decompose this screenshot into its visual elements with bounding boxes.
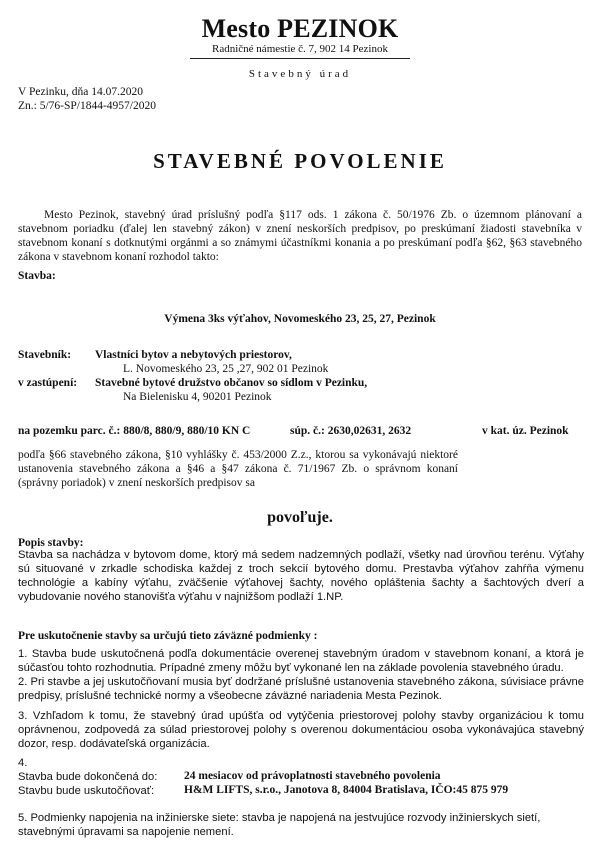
representative-label: v zastúpení: [18, 377, 78, 389]
applicant-address: L. Novomeského 23, 25 ,27, 902 01 Pezinok [123, 363, 329, 375]
place-and-date: V Pezinku, dňa 14.07.2020 [18, 86, 144, 98]
building-name: Výmena 3ks výťahov, Novomeského 23, 25, 27, Pezinok [164, 313, 436, 325]
building-label: Stavba: [18, 270, 56, 282]
applicant-label: Stavebník: [18, 349, 72, 361]
condition-1: 1. Stavba bude uskutočnená podľa dokumentácie overenej stavebným úradom v stavebnom konaní, a ktorá je súčasťou tohto rozhodnutia. Prípadné zmeny môžu byť vykonané len na základe povolenia stavebného úradu. [18, 648, 584, 674]
header-divider [190, 58, 410, 59]
office-department: Stavebný úrad [248, 68, 352, 80]
condition-5: 5. Podmienky napojenia na inžinierske siete: stavba je napojená na jestvujúce rozvody inžinierskych sietí, stavebnými úpravami sa napojenie nemení. [18, 812, 541, 838]
condition-2: 2. Pri stavbe a jej uskutočňovaní musia byť dodržané príslušné ustanovenia stavebného zákona, súvisiace právne predpisy, príslušné technické normy a všeobecne záväzné nariadenia Mesta Pezinok. [18, 676, 584, 702]
document-title: STAVEBNÉ POVOLENIE [153, 149, 447, 173]
intro-paragraph: Mesto Pezinok, stavebný úrad príslušný podľa §117 ods. 1 zákona č. 50/1976 Zb. o územnom plánovaní a stavebnom poriadku (ďalej len stavebný zákon) v znení neskorších predpisov, po preskúmaní žiadosti stavebníka v stavebnom konaní s dotknutými orgánmi a so známymi účastníkmi konania a po preskúmaní podľa §62, §63 stavebného zákona v stavebnom konaní rozhodol takto: [18, 209, 582, 263]
description-text: Stavba sa nachádza v bytovom dome, ktorý má sedem nadzemných podlaží, všetky nad úrovňou terénu. Výťahy sú situované v zrkadle schodiska každej z troch sekcií bytového domu. Prestavba výťahov zahŕňa výmenu technológie a kabíny výťahu, zväčšenie výťahovej šachty, nového opláštenia šachty a šachtových dverí a vybudovanie nového stanovišťa výťahu v najnižšom podlaží 1.NP. [18, 549, 584, 603]
applicant-name: Vlastníci bytov a nebytových priestorov, [95, 349, 292, 361]
condition-4: 4. [18, 757, 28, 769]
office-address: Radničné námestie č. 7, 902 14 Pezinok [212, 43, 388, 55]
reference-number: Zn.: 5/76-SP/1844-4957/2020 [18, 100, 157, 112]
cadastral-area: v kat. úz. Pezinok [482, 425, 569, 437]
condition-3: 3. Vzhľadom k tomu, že stavebný úrad upúšťa od vytýčenia priestorovej polohy stavby organizáciou k tomu oprávnenou, zodpovedá za súlad priestorovej polohy s overenou dokumentáciou osoba vykonávajúca stavebný dozor, resp. dodávateľská organizácia. [18, 710, 584, 750]
registry-number: súp. č.: 2630,02631, 2632 [290, 425, 412, 437]
representative-name: Stavebné bytové družstvo občanov so sídlom v Pezinku, [95, 377, 368, 389]
conditions-heading: Pre uskutočnenie stavby sa určujú tieto záväzné podmienky : [18, 630, 318, 642]
completion-label: Stavba bude dokončená do: [18, 771, 158, 783]
office-header-title: Mesto PEZINOK [201, 14, 399, 43]
parcel-number: na pozemku parc. č.: 880/8, 880/9, 880/10 KN C [18, 425, 251, 437]
contractor-label: Stavbu bude uskutočňovať: [18, 785, 155, 797]
representative-address: Na Bielenisku 4, 90201 Pezinok [123, 391, 272, 403]
contractor-value: H&M LIFTS, s.r.o., Janotova 8, 84004 Bratislava, IČO:45 875 979 [184, 784, 509, 796]
legal-basis: podľa §66 stavebného zákona, §10 vyhlášky č. 453/2000 Z.z., ktorou sa vykonávajú niektoré ustanovenia stavebného zákona a §46 a §47 zákona č. 71/1967 Zb. o správnom konaní (správny poriadok) v znení neskorších predpisov sa [18, 449, 458, 489]
description-heading: Popis stavby: [18, 537, 84, 549]
decision-verb: povoľuje. [267, 509, 333, 526]
completion-value: 24 mesiacov od právoplatnosti stavebného povolenia [184, 770, 441, 782]
